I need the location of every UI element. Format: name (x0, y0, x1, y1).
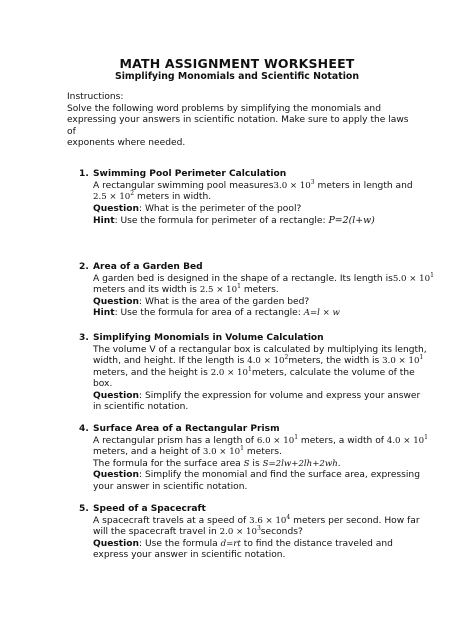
hint-line (93, 308, 424, 320)
sci-base: 2.5 × 10 (199, 285, 238, 295)
problem-heading (79, 262, 424, 274)
problem-heading (79, 169, 424, 181)
question-text: : Simplify the expression for volume and express your answer (138, 390, 421, 401)
text-span: A rectangular prism has a length of (93, 435, 257, 446)
sci-exponent: 4 (286, 513, 291, 521)
question-text: : What is the area of the garden bed? (138, 296, 310, 307)
problem-5 (79, 504, 424, 562)
sci-base: 5.0 × 10 (392, 273, 431, 284)
formula: P=2(l+w) (328, 215, 375, 226)
text-span: width, and height. If the length is (93, 356, 248, 366)
worksheet-title: MATH ASSIGNMENT WORKSHEET (119, 56, 355, 71)
hint-label: Hint (93, 216, 115, 226)
problem-text-line (93, 527, 424, 539)
text-span: meters per second. How far (290, 515, 420, 526)
text-span: The formula for the surface area (93, 458, 244, 469)
problem-heading (79, 504, 424, 516)
sci-notation (273, 178, 315, 191)
sci-exponent: 1 (419, 354, 424, 361)
problem-text-line (93, 271, 434, 286)
problem-number: 4. (79, 424, 89, 434)
text-span: meters. (240, 285, 279, 295)
instructions-label: Instructions: (67, 92, 124, 102)
text-span: meters, and a height of (93, 447, 203, 457)
text-span: seconds? (260, 527, 303, 537)
sci-exponent: 2 (284, 354, 289, 361)
question-line (93, 204, 424, 216)
sci-exponent: 1 (430, 271, 434, 279)
worksheet-subtitle: Simplifying Monomials and Scientific Notation (114, 71, 360, 82)
text-span: meters, a width of (298, 435, 387, 446)
problem-text-line: The volume V of a rectangular box is calculated by multiplying its length, (93, 344, 427, 355)
problem-title: Area of a Garden Bed (93, 262, 203, 272)
sci-notation (200, 285, 241, 295)
formula: A=l × w (303, 308, 340, 318)
problem-heading (79, 424, 424, 436)
text-span: is (249, 458, 263, 469)
variable: S (243, 458, 250, 469)
sci-base: 2.5 × 10 (93, 192, 131, 202)
problem-1 (79, 169, 424, 228)
question-line-continued: in scientific notation. (93, 402, 189, 412)
sci-exponent: 1 (294, 433, 299, 441)
problem-number: 1. (79, 169, 89, 179)
problem-text-line (93, 447, 424, 459)
question-text: : Use the formula (138, 538, 221, 549)
sci-base: 3.0 × 10 (273, 180, 311, 191)
instructions-text-line: expressing your answers in scientific notation. Make sure to apply the laws of (67, 115, 409, 137)
problem-text-line: box. (93, 379, 113, 389)
question-line (93, 470, 424, 482)
sci-notation (392, 271, 434, 284)
sci-notation (249, 513, 291, 526)
text-span: . (337, 458, 341, 469)
hint-text: : Use the formula for area of a rectangle: (114, 308, 304, 318)
hint-text: : Use the formula for perimeter of a rectangle: (114, 216, 329, 226)
instructions-text-line: exponents where needed. (67, 138, 186, 148)
text-span: meters, calculate the volume of the (251, 367, 415, 378)
sci-exponent: 1 (424, 433, 428, 441)
sci-exponent: 1 (240, 445, 244, 452)
text-span: meters, the width is (288, 356, 383, 366)
sci-exponent: 1 (237, 283, 241, 290)
text-span: meters in length and (314, 180, 413, 191)
problem-4 (79, 424, 428, 493)
text-span: A rectangular swimming pool measures (93, 180, 274, 191)
problem-number: 2. (79, 262, 89, 272)
question-label: Question (93, 470, 139, 480)
problem-text-line (93, 433, 428, 448)
text-span: A spacecraft travels at a speed of (93, 515, 250, 526)
problem-heading (79, 333, 424, 345)
sci-base: 3.0 × 10 (382, 356, 420, 366)
question-text: : What is the perimeter of the pool? (138, 203, 302, 214)
text-span: A garden bed is designed in the shape of a rectangle. Its length is (93, 273, 393, 284)
problem-text-line (93, 285, 424, 297)
question-line-continued: your answer in scientific notation. (93, 481, 248, 492)
problem-title: Surface Area of a Rectangular Prism (93, 424, 280, 434)
sci-exponent: 3 (256, 525, 261, 532)
problem-number: 3. (79, 333, 89, 343)
problem-title: Swimming Pool Perimeter Calculation (93, 169, 287, 179)
sci-exponent: 3 (310, 178, 315, 186)
problem-3 (79, 333, 427, 414)
question-text: to find the distance traveled and (240, 538, 393, 549)
sci-exponent: 2 (130, 190, 135, 197)
problem-title: Speed of a Spacecraft (93, 504, 206, 514)
sci-notation (386, 433, 428, 446)
sci-notation (220, 527, 261, 537)
instructions-text-line: Solve the following word problems by simplifying the monomials and (67, 103, 381, 114)
sci-base: 6.0 × 10 (256, 435, 295, 446)
question-line (93, 539, 424, 551)
question-label: Question (93, 390, 139, 401)
sci-notation (256, 433, 299, 446)
sci-exponent: 1 (248, 365, 252, 373)
text-span: meters. (243, 447, 282, 457)
sci-base: 4.0 × 10 (247, 356, 285, 366)
sci-base: 2.0 × 10 (219, 527, 257, 537)
sci-notation (210, 365, 252, 378)
problem-text-line (93, 365, 424, 380)
question-line-continued: express your answer in scientific notation. (93, 550, 286, 560)
sci-notation (93, 192, 134, 202)
sci-notation (203, 447, 244, 457)
problem-text-line (93, 459, 424, 471)
formula: S=2lw+2lh+2wh (262, 458, 338, 469)
text-span: meters and its width is (93, 285, 200, 295)
text-span: will the spacecraft travel in (93, 527, 220, 537)
sci-base: 3.6 × 10 (249, 515, 287, 526)
sci-base: 2.0 × 10 (210, 367, 248, 378)
text-span: meters in width. (134, 192, 212, 202)
text-span: meters, and the height is (93, 367, 211, 378)
question-line (93, 297, 424, 309)
sci-notation (247, 356, 288, 366)
problem-number: 5. (79, 504, 89, 514)
hint-line (93, 215, 424, 228)
instructions-block (67, 92, 412, 150)
problem-2 (79, 262, 434, 320)
problem-title: Simplifying Monomials in Volume Calculation (93, 333, 324, 343)
problem-text-line (93, 192, 424, 204)
question-line (93, 391, 424, 403)
problem-text-line (93, 178, 424, 193)
sci-base: 3.0 × 10 (202, 447, 241, 457)
problem-text-line (93, 356, 424, 368)
question-label: Question (93, 296, 139, 307)
question-text: : Simplify the monomial and find the surface area, expressing (138, 470, 420, 480)
hint-label: Hint (93, 308, 115, 318)
formula: d=rt (220, 538, 241, 549)
sci-notation (382, 356, 423, 366)
question-label: Question (93, 203, 139, 214)
question-label: Question (93, 538, 139, 549)
sci-base: 4.0 × 10 (386, 435, 425, 446)
